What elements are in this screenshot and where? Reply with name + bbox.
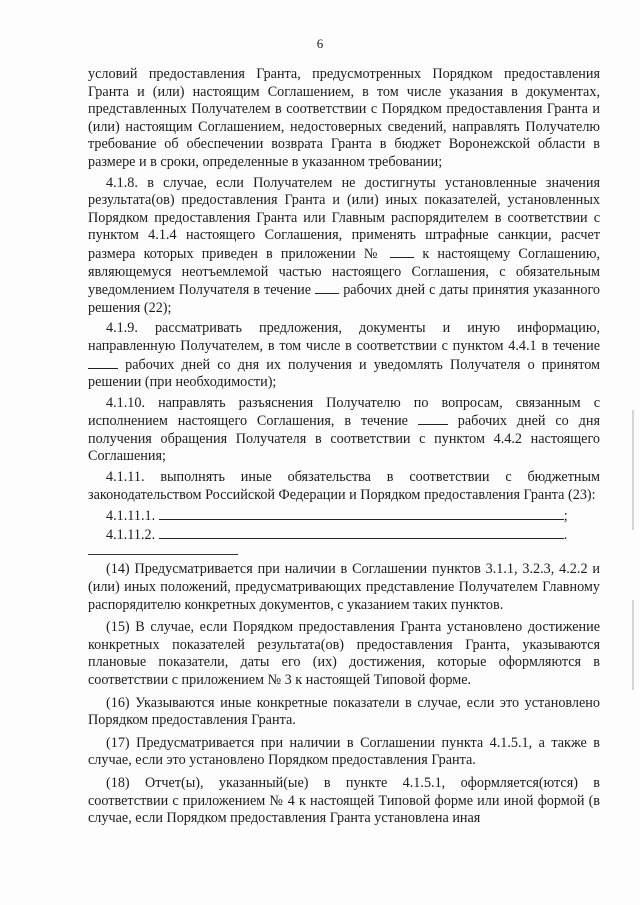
blank-days-count[interactable] (88, 356, 118, 369)
page-number: 6 (316, 36, 324, 51)
fill-in-line[interactable] (159, 507, 564, 520)
scan-edge-mark (632, 600, 634, 690)
paragraph-4-1-10-part-1: 4.1.10. направлять разъяснения Получателю по вопросам, связанным с исполнением настоящего Соглашения, в течение (88, 394, 600, 430)
paragraph-4-1-9 (88, 320, 600, 391)
subitem-end-mark: ; (563, 508, 568, 525)
fill-in-line[interactable] (159, 526, 564, 539)
paragraph-4-1-8-part-2: к настоящему Соглашению, являющемуся неотъемлемой частью настоящего Соглашения, с обязательным уведомлением Получателя в течение (88, 245, 600, 299)
paragraph-4-1-9-part-2: рабочих дней со дня их получения и уведомлять Получателя о принятом решении (при необходимости); (88, 356, 601, 391)
footnote-18: (18) Отчет(ы), указанный(ые) в пункте 4.1.5.1, оформляется(ются) в соответствии с приложением № 4 к настоящей Типовой форме или иной формой (в случае, если Порядком предоставления Гранта установлена иная (88, 774, 600, 827)
blank-days-count[interactable] (418, 412, 448, 425)
paragraph-4-1-9-part-1: 4.1.9. рассматривать предложения, документы и иную информацию, направленную Получателем, в том числе в соответствии с пунктом 4.4.1 в течение (88, 320, 600, 354)
footnotes (88, 561, 600, 827)
subitem-label: 4.1.11.1. (106, 508, 156, 525)
blank-annex-number[interactable] (390, 245, 414, 258)
paragraph-4-1-8-part-3: рабочих дней с даты принятия указанного решения (22); (88, 282, 601, 316)
paragraph-4-1-8 (88, 175, 600, 318)
subitem-4-1-11-1 (88, 507, 600, 526)
paragraph-4-1-8-part-1: 4.1.8. в случае, если Получателем не достигнуты установленные значения результата(ов) предоставления Гранта и (или) иных показателей, установленных Порядком предоставления Гранта или Главным распорядителем в соответствии с пунктом 4.1.4 настоящего Соглашения, применять штрафные санкции, расчет размера которых приведен в приложении № (88, 174, 600, 262)
footnote-15: (15) В случае, если Порядком предоставления Гранта установлено достижение конкретных показателей результата(ов) предоставления Гранта, указываются плановые показатели, даты его (их) достижения, которые оформляются в соответствии с приложением № 3 к настоящей Типовой форме. (88, 619, 600, 688)
footnote-divider (88, 554, 238, 555)
paragraph-4-1-11: 4.1.11. выполнять иные обязательства в соответствии с бюджетным законодательством Российской Федерации и Порядком предоставления Гранта (23): (88, 469, 600, 503)
footnote-17: (17) Предусматривается при наличии в Соглашении пункта 4.1.5.1, а также в случае, если это установлено Порядком предоставления Гранта. (88, 734, 600, 769)
footnote-16: (16) Указываются иные конкретные показатели в случае, если это установлено Порядком предоставления Гранта. (88, 694, 600, 729)
paragraph-4-1-10-part-2: рабочих дней со дня получения обращения Получателя в соответствии с пунктом 4.4.2 настоящего Соглашения; (88, 413, 600, 465)
paragraph-continuation: условий предоставления Гранта, предусмотренных Порядком предоставления Гранта и (или) настоящим Соглашением, в том числе указания в документах, представленных Получателем в соответствии с Порядком предоставления Гранта и (или) настоящим Соглашением, недостоверных сведений, направлять Получателю требование об обеспечении возврата Гранта в бюджет Воронежской области в размере и в сроки, определенные в указанном требовании; (88, 66, 600, 170)
subitem-4-1-11-2 (88, 526, 600, 545)
document-body (88, 66, 600, 833)
paragraph-4-1-10 (88, 395, 600, 466)
blank-days-count[interactable] (315, 281, 339, 294)
subitem-label: 4.1.11.2. (106, 526, 156, 543)
footnote-14: (14) Предусматривается при наличии в Соглашении пунктов 3.1.1, 3.2.3, 4.2.2 и (или) иных положений, предусматривающих представление Получателем Главному распорядителю конкретных документов, с указанием таких пунктов. (88, 561, 600, 613)
subitem-end-mark: . (563, 526, 568, 543)
scan-edge-mark (632, 410, 634, 530)
